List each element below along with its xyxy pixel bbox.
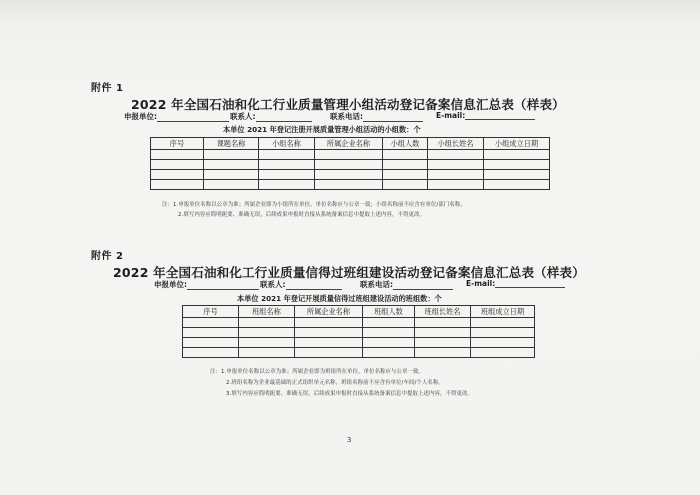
- section2-note-1: 注：1.申报单位名称以公章为准；所属企业即为班组所在单位，单位名称应与公章一致。: [210, 369, 424, 375]
- table-cell[interactable]: [183, 338, 239, 348]
- table-cell[interactable]: [239, 318, 295, 328]
- section2-contact-line: [260, 279, 342, 290]
- column-header: 所属企业名称: [315, 138, 383, 150]
- section1-unit-line: [124, 111, 229, 122]
- table-cell[interactable]: [315, 180, 383, 190]
- table-cell[interactable]: [151, 160, 204, 170]
- table-cell[interactable]: [259, 180, 315, 190]
- table-cell[interactable]: [484, 160, 550, 170]
- table-cell[interactable]: [363, 328, 415, 338]
- table-cell[interactable]: [259, 170, 315, 180]
- table-cell[interactable]: [415, 338, 471, 348]
- email-field[interactable]: [495, 279, 565, 288]
- column-header: 班组人数: [363, 306, 415, 318]
- table-row: [151, 180, 550, 190]
- table-cell[interactable]: [295, 348, 363, 358]
- table-cell[interactable]: [471, 338, 535, 348]
- column-header: 小组名称: [259, 138, 315, 150]
- table-cell[interactable]: [363, 318, 415, 328]
- contact-field[interactable]: [256, 113, 312, 122]
- table-cell[interactable]: [259, 160, 315, 170]
- table-row: [151, 170, 550, 180]
- column-header: 小组人数: [383, 138, 428, 150]
- column-header: 班组长姓名: [415, 306, 471, 318]
- table-row: [183, 338, 535, 348]
- table-cell[interactable]: [383, 180, 428, 190]
- table-cell[interactable]: [484, 180, 550, 190]
- section1-title: 2022 年全国石油和化工行业质量管理小组活动登记备案信息汇总表（样表）: [131, 97, 565, 112]
- section2-table: [182, 305, 535, 358]
- unit-field[interactable]: [187, 281, 259, 290]
- column-header: 小组长姓名: [428, 138, 484, 150]
- email-field[interactable]: [465, 111, 535, 120]
- section1-phone-line: [330, 111, 423, 122]
- column-header: 序号: [183, 306, 239, 318]
- table-cell[interactable]: [484, 170, 550, 180]
- table-cell[interactable]: [383, 170, 428, 180]
- section2-note-2: 2.班组名称为企业最基础的正式组织单元名称，班组名称前不应含有单位/车间/个人名称。: [226, 380, 444, 386]
- column-header: 小组成立日期: [484, 138, 550, 150]
- table-cell[interactable]: [383, 150, 428, 160]
- table-cell[interactable]: [315, 150, 383, 160]
- section2-phone-line: [360, 279, 453, 290]
- table-cell[interactable]: [239, 348, 295, 358]
- table-cell[interactable]: [415, 328, 471, 338]
- table-cell[interactable]: [151, 180, 204, 190]
- table-row: [151, 150, 550, 160]
- contact-label: 联系人:: [260, 280, 286, 289]
- table-header-row: [183, 306, 535, 318]
- section1-note-1: 注：1.申报单位名称以公章为准；所属企业即为小组所在单位，单位名称应与公章一致；小组名称前不应含有单位/部门名称。: [162, 202, 466, 208]
- phone-field[interactable]: [393, 281, 453, 290]
- section2-title: 2022 年全国石油和化工行业质量信得过班组建设活动登记备案信息汇总表（样表）: [113, 265, 585, 280]
- section1-count-line: 本单位 2021 年登记注册开展质量管理小组活动的小组数：个: [223, 125, 421, 134]
- scan-shadow: [0, 0, 700, 26]
- table-cell[interactable]: [428, 180, 484, 190]
- table-cell[interactable]: [428, 170, 484, 180]
- unit-label: 申报单位:: [154, 280, 187, 289]
- table-cell[interactable]: [484, 150, 550, 160]
- table-cell[interactable]: [471, 318, 535, 328]
- section1-contact-line: [230, 111, 312, 122]
- table-row: [151, 160, 550, 170]
- table-row: [183, 328, 535, 338]
- email-label: E-mail:: [436, 111, 466, 120]
- table-row: [183, 348, 535, 358]
- email-label: E-mail:: [466, 279, 496, 288]
- table-cell[interactable]: [204, 160, 259, 170]
- table-cell[interactable]: [204, 150, 259, 160]
- section2-unit-line: [154, 279, 259, 290]
- column-header: 序号: [151, 138, 204, 150]
- contact-field[interactable]: [286, 281, 342, 290]
- unit-field[interactable]: [157, 113, 229, 122]
- attachment-2-label: 附件 2: [91, 251, 124, 262]
- section1-note-2: 2.填写内容应简明扼要、准确无误，后续成果申报时直接从系统备案信息中提取上述内容，不得更改。: [178, 212, 425, 218]
- attachment-1-label: 附件 1: [91, 83, 124, 94]
- contact-label: 联系人:: [230, 112, 256, 121]
- table-cell[interactable]: [151, 150, 204, 160]
- table-cell[interactable]: [415, 318, 471, 328]
- table-cell[interactable]: [151, 170, 204, 180]
- section1-table: [150, 137, 550, 190]
- column-header: 课题名称: [204, 138, 259, 150]
- page-number: 3: [347, 436, 352, 444]
- table-cell[interactable]: [315, 160, 383, 170]
- table-cell[interactable]: [204, 180, 259, 190]
- table-cell[interactable]: [183, 328, 239, 338]
- table-cell[interactable]: [415, 348, 471, 358]
- phone-label: 联系电话:: [330, 112, 363, 121]
- table-cell[interactable]: [295, 328, 363, 338]
- table-row: [183, 318, 535, 328]
- table-cell[interactable]: [239, 338, 295, 348]
- table-cell[interactable]: [239, 328, 295, 338]
- column-header: 班组名称: [239, 306, 295, 318]
- table-cell[interactable]: [183, 348, 239, 358]
- table-cell[interactable]: [363, 338, 415, 348]
- table-cell[interactable]: [383, 160, 428, 170]
- column-header: 所属企业名称: [295, 306, 363, 318]
- table-cell[interactable]: [315, 170, 383, 180]
- table-cell[interactable]: [295, 338, 363, 348]
- table-cell[interactable]: [428, 160, 484, 170]
- phone-label: 联系电话:: [360, 280, 393, 289]
- table-cell[interactable]: [295, 318, 363, 328]
- section1-email-line: [436, 111, 535, 120]
- phone-field[interactable]: [363, 113, 423, 122]
- table-cell[interactable]: [471, 348, 535, 358]
- table-cell[interactable]: [259, 150, 315, 160]
- section2-note-3: 3.填写内容应简明扼要、准确无误，后续成果申报时直接从系统备案信息中提取上述内容，不得更改。: [226, 391, 473, 397]
- table-cell[interactable]: [363, 348, 415, 358]
- section2-count-line: 本单位 2021 年登记开展质量信得过班组建设活动的班组数：个: [237, 294, 442, 303]
- section2-email-line: [466, 279, 565, 288]
- table-header-row: [151, 138, 550, 150]
- unit-label: 申报单位:: [124, 112, 157, 121]
- table-cell[interactable]: [428, 150, 484, 160]
- table-cell[interactable]: [183, 318, 239, 328]
- table-cell[interactable]: [471, 328, 535, 338]
- table-cell[interactable]: [204, 170, 259, 180]
- column-header: 班组成立日期: [471, 306, 535, 318]
